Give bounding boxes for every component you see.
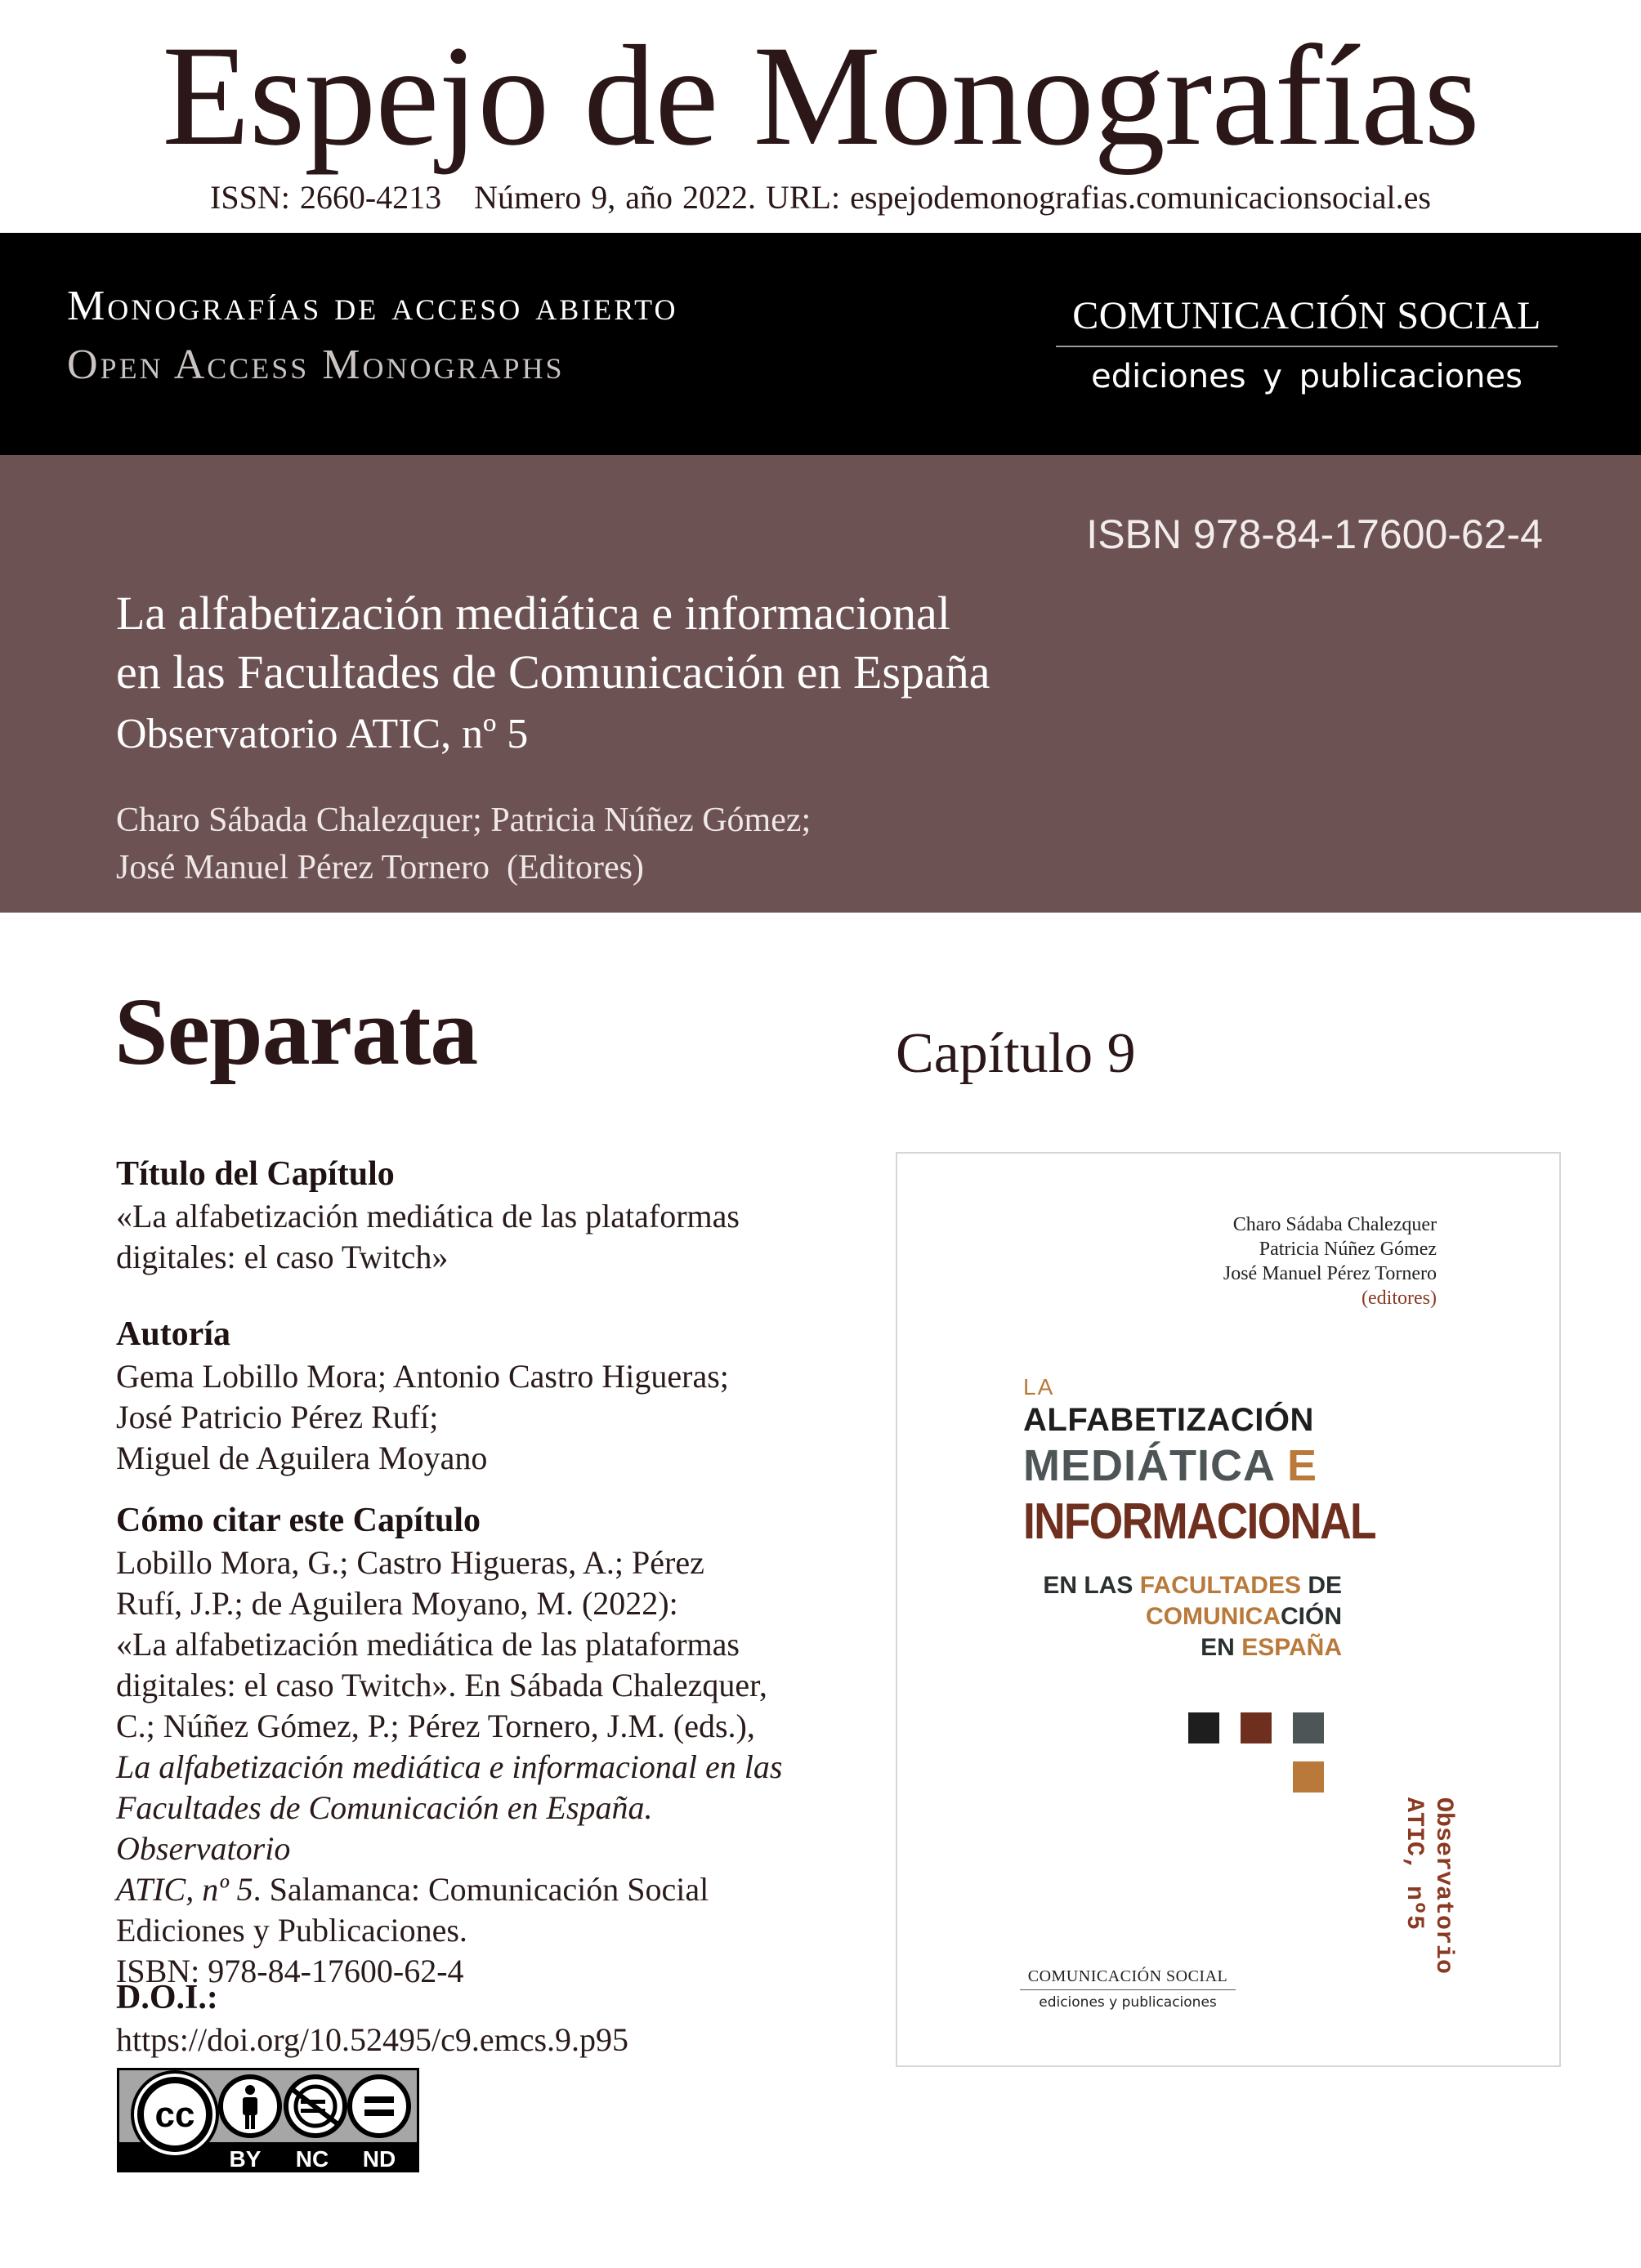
- citation-line: Lobillo Mora, G.; Castro Higueras, A.; Pérez: [116, 1544, 704, 1581]
- non-commercial-icon: [286, 2077, 345, 2136]
- publisher-divider: [1056, 346, 1558, 347]
- citation-series: ATIC, nº 5: [116, 1871, 253, 1908]
- chapter-title-section: [116, 1152, 819, 1278]
- cover-editor: José Manuel Pérez Tornero: [1223, 1263, 1437, 1284]
- license-by: BY: [229, 2146, 262, 2172]
- cover-subtitle: [1023, 1570, 1342, 1663]
- citation-line: C.; Núñez Gómez, P.; Pérez Tornero, J.M. (eds.),: [116, 1708, 755, 1744]
- authors-line: José Patricio Pérez Rufí;: [116, 1399, 439, 1435]
- cover-title: [1023, 1374, 1375, 1663]
- citation-book-title: Facultades de Comunicación en España. Observatorio: [116, 1789, 653, 1867]
- cover-series-vertical: Observatorio ATIC, nº5: [1400, 1797, 1457, 1975]
- chapter-title-line: «La alfabetización mediática de las plataformas: [116, 1198, 740, 1234]
- cover-publisher: [1020, 1967, 1236, 2011]
- chapter-title-line: digitales: el caso Twitch»: [116, 1239, 449, 1275]
- cover-editor: Patricia Núñez Gómez: [1259, 1239, 1437, 1260]
- citation-section: [116, 1498, 819, 1992]
- doi-section: [116, 1976, 819, 2060]
- license-nd: ND: [362, 2146, 396, 2172]
- cover-publisher-divider: [1020, 1989, 1236, 1990]
- open-access-band: [0, 233, 1641, 455]
- publisher-name: COMUNICACIÓN SOCIAL: [1072, 294, 1541, 337]
- citation-line: ISBN: 978-84-17600-62-4: [116, 1953, 464, 1989]
- cover-title-mediatica-word: MEDIÁTICA: [1023, 1441, 1274, 1490]
- doi-heading: D.O.I.:: [116, 1979, 218, 2016]
- citation-line: [116, 1747, 819, 1788]
- cover-title-la: LA: [1023, 1374, 1055, 1400]
- separata-heading: Separata: [114, 978, 478, 1085]
- cc-icon: [132, 2072, 217, 2157]
- authors-section: [116, 1312, 819, 1479]
- cover-editors: [1223, 1212, 1437, 1310]
- attribution-icon: [221, 2077, 279, 2136]
- cover-publisher-subtitle: ediciones y publicaciones: [1039, 1994, 1217, 2011]
- cover-title-alfabetizacion: ALFABETIZACIÓN: [1023, 1402, 1314, 1438]
- book-info-band: [0, 455, 1641, 913]
- publisher-subtitle: ediciones y publicaciones: [1091, 358, 1523, 395]
- book-title-line: en las Facultades de Comunicación en España: [116, 645, 990, 699]
- cover-square-gray: [1293, 1712, 1324, 1743]
- book-editors-line: Charo Sábada Chalezquer; Patricia Núñez Gómez;: [116, 801, 812, 839]
- cover-square-brown: [1241, 1712, 1272, 1743]
- no-derivatives-icon: [350, 2077, 409, 2136]
- citation-line: Rufí, J.P.; de Aguilera Moyano, M. (2022):: [116, 1585, 678, 1622]
- book-title-line: La alfabetización mediática e informacional: [116, 587, 950, 640]
- cover-editor: Charo Sádaba Chalezquer: [1232, 1214, 1437, 1235]
- open-access-en: Open Access Monographs: [67, 342, 565, 388]
- issue-info: Número 9, año 2022. URL: espejodemonografias.comunicacionsocial.es: [474, 179, 1431, 216]
- book-cover: [896, 1152, 1561, 2067]
- book-series: Observatorio ATIC, nº 5: [116, 711, 529, 757]
- chapter-number: Capítulo 9: [896, 1022, 1136, 1085]
- cover-square-ochre: [1293, 1761, 1324, 1793]
- publisher-logo: [1056, 292, 1558, 400]
- chapter-title-heading: Título del Capítulo: [116, 1155, 395, 1193]
- cc-text: cc: [154, 2095, 195, 2135]
- issn-line: [0, 178, 1641, 217]
- cover-editors-label: (editores): [1362, 1288, 1437, 1309]
- citation-heading: Cómo citar este Capítulo: [116, 1502, 481, 1539]
- cover-title-mediatica: [1023, 1440, 1342, 1492]
- cover-publisher-name: COMUNICACIÓN SOCIAL: [1027, 1967, 1228, 1985]
- open-access-es: Monografías de acceso abierto: [67, 283, 678, 329]
- issn: ISSN: 2660-4213: [210, 179, 442, 216]
- authors-heading: Autoría: [116, 1315, 230, 1353]
- doi-link[interactable]: https://doi.org/10.52495/c9.emcs.9.p95: [116, 2021, 629, 2058]
- book-editors-line: José Manuel Pérez Tornero (Editores): [116, 849, 644, 886]
- citation-line: digitales: el caso Twitch». En Sábada Chalezquer,: [116, 1667, 767, 1703]
- cc-license-badge[interactable]: [116, 2067, 420, 2173]
- cover-subtitle-line: EN ESPAÑA: [1201, 1634, 1342, 1661]
- license-nc: NC: [295, 2146, 329, 2172]
- cover-title-informacional: INFORMACIONAL: [1023, 1493, 1375, 1550]
- book-editors: [116, 797, 811, 891]
- authors-line: Miguel de Aguilera Moyano: [116, 1440, 488, 1476]
- authors-line: Gema Lobillo Mora; Antonio Castro Higueras;: [116, 1358, 729, 1395]
- cover-title-e: E: [1287, 1441, 1318, 1490]
- cover-subtitle-line: COMUNICACIÓN: [1146, 1603, 1342, 1630]
- cover-subtitle-line: EN LAS FACULTADES DE: [1043, 1572, 1342, 1599]
- journal-title: Espejo de Monografías: [162, 16, 1479, 176]
- citation-line: [116, 1788, 819, 1869]
- cover-square-black: [1188, 1712, 1219, 1743]
- book-title: [116, 584, 990, 702]
- citation-book-title: La alfabetización mediática e informacional en las: [116, 1748, 783, 1785]
- book-isbn: ISBN 978-84-17600-62-4: [1086, 511, 1543, 557]
- citation-publisher: . Salamanca: Comunicación Social: [253, 1871, 709, 1908]
- citation-line: Ediciones y Publicaciones.: [116, 1912, 467, 1949]
- citation-line: «La alfabetización mediática de las plataformas: [116, 1626, 740, 1663]
- citation-line: [116, 1869, 819, 1910]
